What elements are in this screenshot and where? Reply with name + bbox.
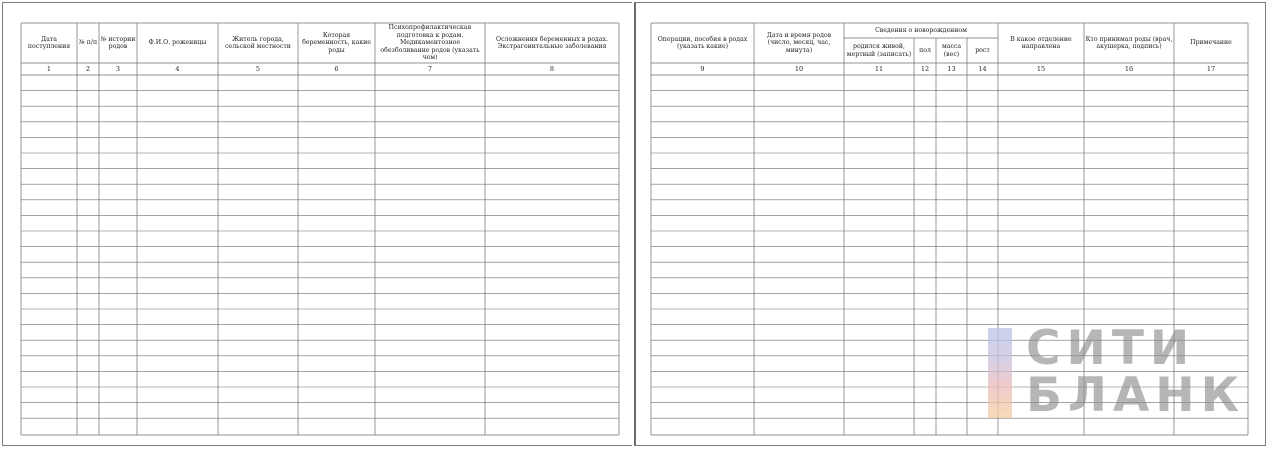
col-header-residence: Житель города, сельской местности xyxy=(225,35,291,50)
col-number-15: 15 xyxy=(1036,65,1046,73)
col-header-weight: масса (вес) xyxy=(941,43,962,58)
col-number-8: 8 xyxy=(549,65,555,73)
col-header-birth-datetime: Дата и время родов (число, месяц, час, минута) xyxy=(766,31,832,54)
col-header-number: № п/п xyxy=(78,39,98,47)
col-header-notes: Примечание xyxy=(1190,39,1232,47)
col-header-sex: пол xyxy=(919,46,931,54)
col-header-patient-name: Ф.И.О. роженицы xyxy=(148,39,207,47)
watermark-logo xyxy=(988,321,1248,423)
col-number-16: 16 xyxy=(1124,65,1134,73)
col-number-9: 9 xyxy=(700,65,705,73)
col-header-complications: Осложнения беременных в родах. Экстрагенитальные заболевания xyxy=(496,35,608,50)
watermark-line-1: СИТИ xyxy=(1026,321,1196,376)
watermark-line-2: БЛАНК xyxy=(1026,368,1245,423)
col-number-10: 10 xyxy=(794,65,804,73)
col-header-pregnancy-count: Которая беременность, какие роды xyxy=(302,31,371,54)
col-number-7: 7 xyxy=(427,65,433,73)
watermark-gradient-bar xyxy=(988,328,1012,418)
col-number-5: 5 xyxy=(255,65,261,73)
col-number-11: 11 xyxy=(874,65,884,73)
col-header-admission-date: Дата поступления xyxy=(27,35,71,50)
col-number-14: 14 xyxy=(978,65,987,73)
col-header-preparation: Психопрофилактическая подготовка к родам. Медикаментозное обезболивание родов (указать чем) xyxy=(380,24,480,62)
col-number-2: 2 xyxy=(85,65,91,73)
col-header-newborn-group: Сведения о новорожденном xyxy=(875,26,967,34)
col-number-4: 4 xyxy=(175,65,180,73)
col-number-6: 6 xyxy=(334,65,339,73)
col-header-height: рост xyxy=(975,46,990,54)
col-header-alive-dead: родился живой, мертвый (записать) xyxy=(846,43,912,58)
col-header-department: В какое отделение направлена xyxy=(1010,35,1072,50)
col-number-13: 13 xyxy=(947,65,956,73)
col-header-operations: Операции, пособия в родах (указать какие) xyxy=(657,35,748,50)
col-number-1: 1 xyxy=(46,65,52,73)
col-number-17: 17 xyxy=(1206,65,1216,73)
col-header-delivered-by: Кто принимал роды (врач, акушерка, подпись) xyxy=(1085,35,1173,50)
col-header-birth-history-number: № истории родов xyxy=(100,35,136,50)
col-number-12: 12 xyxy=(920,65,930,73)
left-page xyxy=(2,2,632,446)
col-number-3: 3 xyxy=(115,65,121,73)
